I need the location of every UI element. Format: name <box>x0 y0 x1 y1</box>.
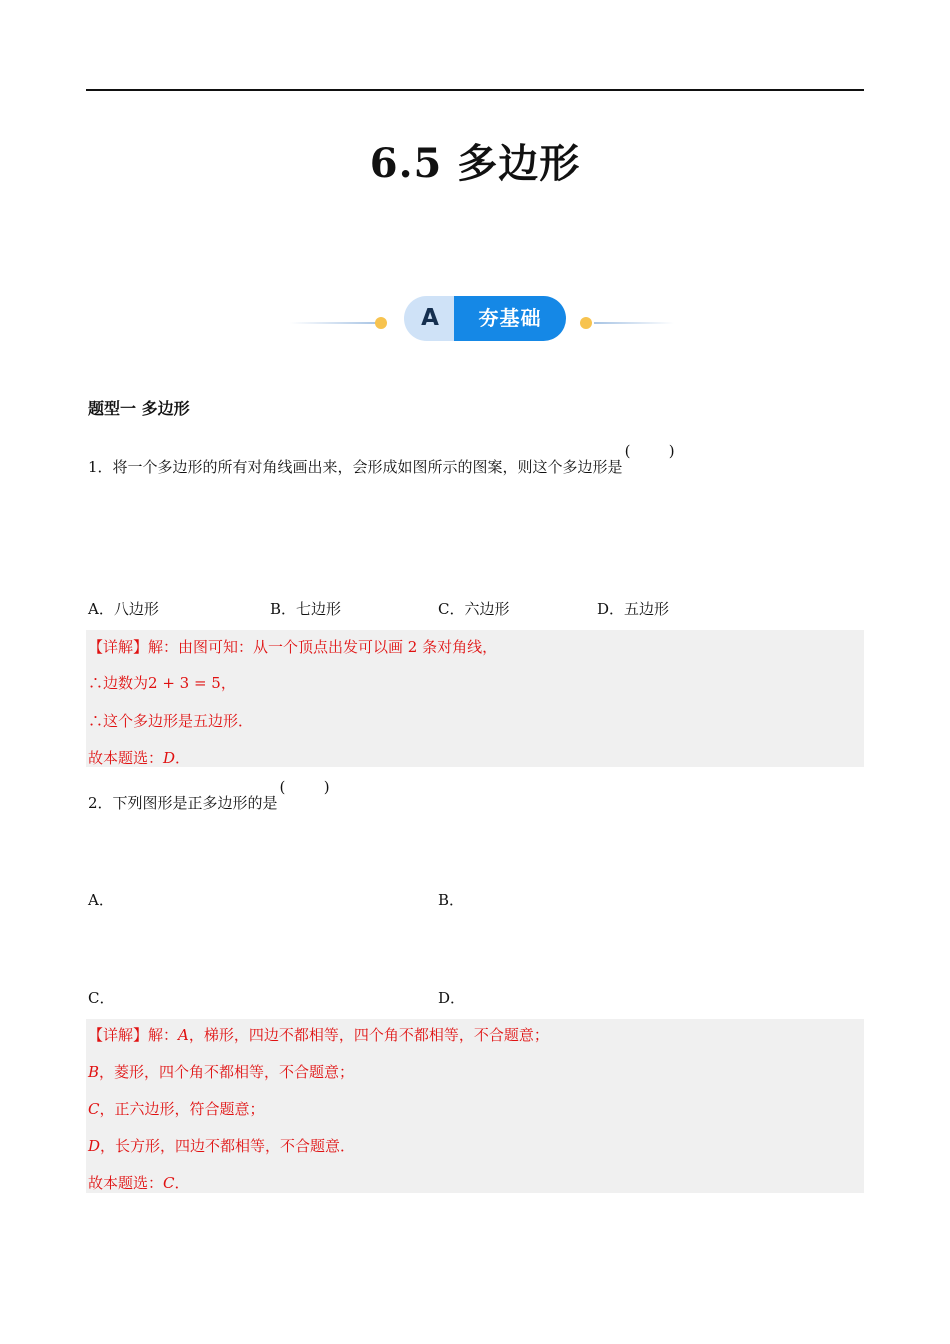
q2-answer-line-1: 【详解】解：A，梯形，四边不都相等，四个角不都相等，不合题意； <box>88 1026 549 1044</box>
q2-answer-line-2: B，菱形，四个角不都相等，不合题意； <box>88 1063 355 1081</box>
q1-answer-box <box>86 630 864 767</box>
question-2-stem: 2．下列图形是正多边形的是 ( ) <box>88 778 330 812</box>
banner-label: 夯基础 <box>478 306 542 330</box>
banner-pill <box>404 296 566 341</box>
q2-answer-box <box>86 1019 864 1193</box>
page-title: 6.5 多边形 <box>369 140 581 187</box>
q1-answer-line-1: 【详解】解：由图可知：从一个顶点出发可以画 2 条对角线， <box>88 638 498 656</box>
q1-answer-line-4: 故本题选：D． <box>88 749 191 767</box>
banner-line-left <box>290 322 378 324</box>
q2-option-c: C． <box>88 989 115 1007</box>
q2-option-d: D． <box>438 989 466 1007</box>
banner-dot-right <box>580 317 592 329</box>
q1-option-c: C．六边形 <box>438 600 510 618</box>
banner-letter: A <box>421 305 439 331</box>
q2-answer-line-3: C，正六边形，符合题意； <box>88 1100 265 1118</box>
banner-dot-left <box>375 317 387 329</box>
q1-answer-line-3: ∴这个多边形是五边形． <box>88 712 254 730</box>
banner-line-right <box>594 322 674 324</box>
header-rule <box>86 89 864 91</box>
q2-answer-line-5: 故本题选：C． <box>88 1174 190 1192</box>
q2-option-b: B． <box>438 891 465 909</box>
q1-answer-line-2: ∴边数为2 + 3 = 5， <box>88 674 236 692</box>
section-banner <box>290 296 675 342</box>
section-heading: 题型一 多边形 <box>88 399 190 418</box>
answer-blank: ( ) <box>279 778 330 796</box>
question-1-stem: 1．将一个多边形的所有对角线画出来，会形成如图所示的图案，则这个多边形是 ( ) <box>88 442 675 476</box>
q1-answer-equation: 2 + 3 = 5 <box>148 674 221 692</box>
q2-answer-line-4: D，长方形，四边不都相等，不合题意． <box>88 1137 356 1155</box>
q1-option-b: B．七边形 <box>270 600 342 618</box>
q1-option-d: D．五边形 <box>597 600 670 618</box>
answer-blank: ( ) <box>624 442 675 460</box>
q2-option-a: A． <box>88 891 114 909</box>
q1-option-a: A．八边形 <box>88 600 159 618</box>
